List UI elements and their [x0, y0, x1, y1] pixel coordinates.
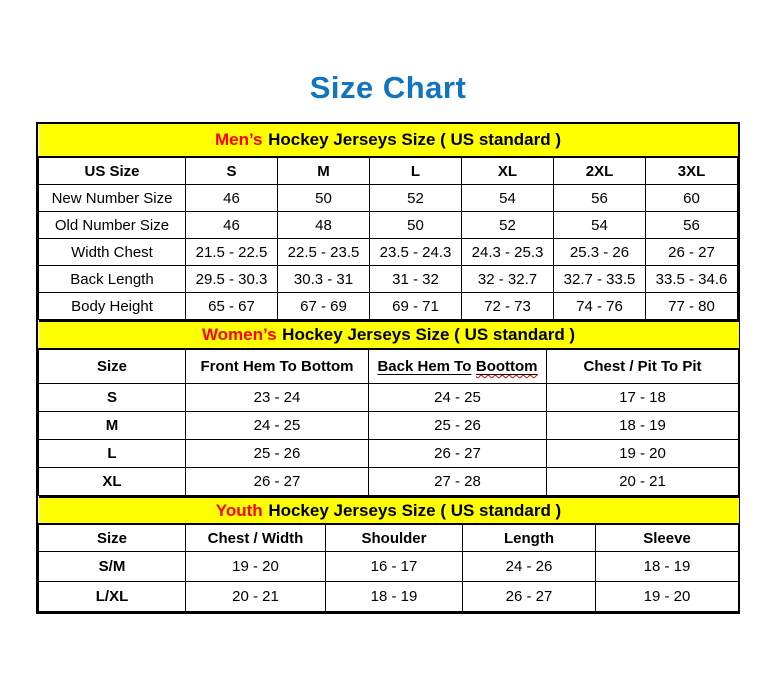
value-cell: 16 - 17	[326, 552, 463, 582]
value-cell: 27 - 28	[369, 468, 547, 496]
table-row	[39, 412, 739, 440]
youth-size-table	[38, 496, 739, 612]
value-cell: 25 - 26	[186, 440, 369, 468]
table-row	[39, 239, 738, 266]
value-cell: 30.3 - 31	[278, 266, 370, 293]
title-area	[0, 0, 776, 122]
mens-header-row	[39, 157, 738, 185]
value-cell: 74 - 76	[554, 293, 646, 320]
value-cell: 26 - 27	[186, 468, 369, 496]
value-cell: 65 - 67	[186, 293, 278, 320]
mens-section-band	[39, 124, 738, 157]
value-cell: 18 - 19	[326, 582, 463, 612]
mens-section-title	[39, 124, 738, 157]
womens-header-row	[39, 349, 739, 384]
column-header: M	[278, 157, 370, 185]
value-cell: 52	[370, 185, 462, 212]
column-header: L	[370, 157, 462, 185]
column-header: S	[186, 157, 278, 185]
column-header-misspelled	[369, 349, 547, 384]
column-header: Chest / Pit To Pit	[547, 349, 739, 384]
table-row	[39, 384, 739, 412]
womens-section-title	[39, 321, 739, 349]
table-row	[39, 266, 738, 293]
value-cell: 19 - 20	[186, 552, 326, 582]
size-chart-tables	[36, 122, 740, 614]
mens-section-title-rest: Hockey Jerseys Size ( US standard )	[268, 130, 562, 149]
value-cell: 69 - 71	[370, 293, 462, 320]
column-header: XL	[462, 157, 554, 185]
column-header: 2XL	[554, 157, 646, 185]
value-cell: 72 - 73	[462, 293, 554, 320]
value-cell: 32 - 32.7	[462, 266, 554, 293]
value-cell: 77 - 80	[646, 293, 738, 320]
value-cell: 25.3 - 26	[554, 239, 646, 266]
value-cell: 52	[462, 212, 554, 239]
value-cell: 29.5 - 30.3	[186, 266, 278, 293]
value-cell: 46	[186, 212, 278, 239]
value-cell: 26 - 27	[463, 582, 596, 612]
mens-section-title-accent: Men’s	[214, 130, 263, 149]
youth-section-title-rest: Hockey Jerseys Size ( US standard )	[268, 500, 562, 520]
row-label: M	[39, 412, 186, 440]
column-header: Size	[39, 349, 186, 384]
row-label: Back Length	[39, 266, 186, 293]
value-cell: 24.3 - 25.3	[462, 239, 554, 266]
youth-section-title	[39, 497, 739, 524]
table-row	[39, 468, 739, 496]
value-cell: 23.5 - 24.3	[370, 239, 462, 266]
value-cell: 20 - 21	[186, 582, 326, 612]
value-cell: 25 - 26	[369, 412, 547, 440]
value-cell: 20 - 21	[547, 468, 739, 496]
value-cell: 46	[186, 185, 278, 212]
value-cell: 48	[278, 212, 370, 239]
misspelled-word: Boottom	[475, 358, 538, 375]
value-cell: 60	[646, 185, 738, 212]
womens-section-title-rest: Hockey Jerseys Size ( US standard )	[282, 325, 576, 344]
table-row	[39, 185, 738, 212]
value-cell: 56	[646, 212, 738, 239]
value-cell: 18 - 19	[547, 412, 739, 440]
value-cell: 50	[370, 212, 462, 239]
youth-section-band	[39, 497, 739, 524]
value-cell: 54	[462, 185, 554, 212]
value-cell: 32.7 - 33.5	[554, 266, 646, 293]
youth-header-row	[39, 524, 739, 552]
table-row	[39, 212, 738, 239]
value-cell: 19 - 20	[596, 582, 739, 612]
mens-size-table	[38, 124, 738, 320]
value-cell: 67 - 69	[278, 293, 370, 320]
column-header: Sleeve	[596, 524, 739, 552]
row-label: New Number Size	[39, 185, 186, 212]
column-header: Front Hem To Bottom	[186, 349, 369, 384]
womens-section-band	[39, 321, 739, 349]
value-cell: 21.5 - 22.5	[186, 239, 278, 266]
value-cell: 31 - 32	[370, 266, 462, 293]
womens-section-title-accent: Women’s	[201, 325, 277, 344]
table-row	[39, 582, 739, 612]
row-label: Body Height	[39, 293, 186, 320]
column-header: Chest / Width	[186, 524, 326, 552]
value-cell: 26 - 27	[646, 239, 738, 266]
value-cell: 17 - 18	[547, 384, 739, 412]
value-cell: 24 - 25	[369, 384, 547, 412]
row-label: XL	[39, 468, 186, 496]
row-label: L/XL	[39, 582, 186, 612]
table-row	[39, 293, 738, 320]
value-cell: 24 - 26	[463, 552, 596, 582]
value-cell: 33.5 - 34.6	[646, 266, 738, 293]
value-cell: 26 - 27	[369, 440, 547, 468]
row-label: Old Number Size	[39, 212, 186, 239]
column-header-prefix: Back Hem To	[377, 358, 472, 375]
row-label: S	[39, 384, 186, 412]
womens-size-table	[38, 320, 739, 496]
value-cell: 24 - 25	[186, 412, 369, 440]
page-title: Size Chart	[309, 70, 467, 105]
value-cell: 23 - 24	[186, 384, 369, 412]
row-label: L	[39, 440, 186, 468]
value-cell: 19 - 20	[547, 440, 739, 468]
table-row	[39, 552, 739, 582]
value-cell: 56	[554, 185, 646, 212]
table-row	[39, 440, 739, 468]
row-label: Width Chest	[39, 239, 186, 266]
value-cell: 50	[278, 185, 370, 212]
value-cell: 22.5 - 23.5	[278, 239, 370, 266]
youth-section-title-accent: Youth	[215, 500, 263, 520]
value-cell: 18 - 19	[596, 552, 739, 582]
column-header: US Size	[39, 157, 186, 185]
column-header: Shoulder	[326, 524, 463, 552]
row-label: S/M	[39, 552, 186, 582]
column-header: 3XL	[646, 157, 738, 185]
column-header: Length	[463, 524, 596, 552]
column-header: Size	[39, 524, 186, 552]
value-cell: 54	[554, 212, 646, 239]
